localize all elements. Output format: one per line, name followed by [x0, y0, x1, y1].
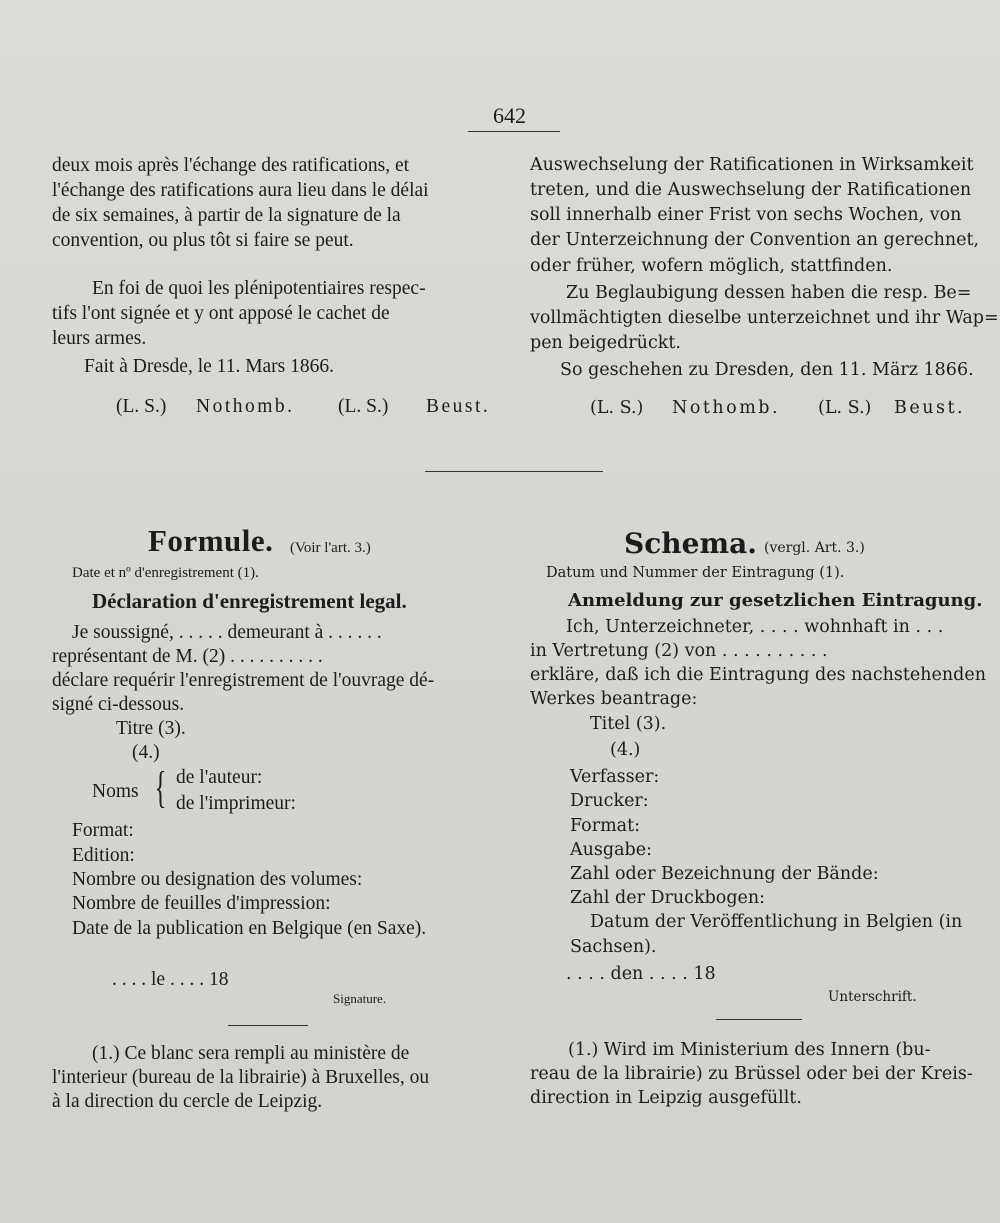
- left-text-line: convention, ou plus tôt si faire se peut.: [52, 230, 354, 251]
- left-signatory: Beust.: [426, 396, 491, 417]
- schema-signature: Unterschrift.: [828, 989, 917, 1005]
- left-signatory: Nothomb.: [196, 396, 295, 417]
- schema-field: Format:: [570, 816, 641, 836]
- form-field: Format:: [72, 820, 134, 841]
- form-line: déclare requérir l'enregistrement de l'ouvrage dé-: [52, 670, 435, 691]
- left-text-line: leurs armes.: [52, 328, 147, 349]
- schema-line: Ich, Unterzeichneter, . . . . wohnhaft in . . .: [566, 617, 944, 637]
- form-field: Edition:: [72, 845, 135, 866]
- right-text-line: soll innerhalb einer Frist von sechs Wochen, von: [530, 205, 962, 225]
- schema-field: Zahl der Druckbogen:: [570, 888, 766, 908]
- left-text-line: tifs l'ont signée et y ont apposé le cachet de: [52, 303, 390, 324]
- right-text-line: oder früher, wofern möglich, stattfinden.: [530, 256, 893, 276]
- schema-line: in Vertretung (2) von . . . . . . . . . .: [530, 641, 828, 661]
- footnote-rule: [228, 1025, 308, 1026]
- left-text-line: deux mois après l'échange des ratifications, et: [52, 155, 410, 176]
- brace-icon: {: [154, 763, 167, 812]
- schema-field: Datum der Veröffentlichung in Belgien (in: [590, 912, 963, 932]
- left-seal: (L. S.): [116, 396, 167, 417]
- schema-footnote-line: direction in Leipzig ausgefüllt.: [530, 1088, 802, 1108]
- schema-line: (4.): [610, 740, 641, 760]
- page-number: 642: [493, 103, 526, 128]
- schema-line: Werkes beantrage:: [530, 689, 698, 709]
- footnote-rule: [716, 1019, 802, 1020]
- schema-date-line: Datum und Nummer der Eintragung (1).: [546, 565, 845, 581]
- right-text-line: der Unterzeichnung der Convention an gerechnet,: [530, 230, 980, 250]
- right-signatory: Nothomb.: [672, 398, 781, 418]
- left-text-line: de six semaines, à partir de la signature de la: [52, 205, 401, 226]
- footnote-line: (1.) Ce blanc sera rempli au ministère de: [92, 1043, 410, 1064]
- schema-ref: (vergl. Art. 3.): [764, 540, 865, 556]
- form-line: signé ci-dessous.: [52, 694, 185, 715]
- schema-date-place: . . . . den . . . . 18: [566, 964, 716, 984]
- form-date-line: Date et nº d'enregistrement (1).: [72, 565, 259, 581]
- header-rule: [468, 131, 560, 132]
- left-date-line: Fait à Dresde, le 11. Mars 1866.: [84, 356, 335, 377]
- section-rule: [425, 471, 603, 472]
- form-signature: Signature.: [333, 991, 387, 1006]
- footnote-line: l'interieur (bureau de la librairie) à Bruxelles, ou: [52, 1067, 430, 1088]
- form-title: Formule.: [148, 523, 274, 558]
- schema-footnote-line: reau de la librairie) zu Brüssel oder bei der Kreis-: [530, 1064, 973, 1084]
- noms-item: de l'auteur:: [176, 767, 263, 788]
- right-text-line: treten, und die Auswechselung der Ratificationen: [530, 180, 972, 200]
- form-line: (4.): [132, 742, 160, 763]
- noms-item: de l'imprimeur:: [176, 793, 296, 814]
- schema-field: Verfasser:: [570, 767, 660, 787]
- right-date-line: So geschehen zu Dresden, den 11. März 1866.: [560, 360, 974, 380]
- left-seal: (L. S.): [338, 396, 389, 417]
- footnote-line: à la direction du cercle de Leipzig.: [52, 1091, 323, 1112]
- schema-title: Schema.: [624, 527, 757, 560]
- schema-field: Zahl oder Bezeichnung der Bände:: [570, 864, 879, 884]
- right-text-line: vollmächtigten dieselbe unterzeichnet und ihr Wap=: [530, 308, 999, 328]
- right-text-line: pen beigedrückt.: [530, 333, 681, 353]
- schema-heading: Anmeldung zur gesetzlichen Eintragung.: [568, 590, 983, 611]
- right-text-line: Auswechselung der Ratificationen in Wirksamkeit: [530, 155, 974, 175]
- form-title-field: Titre (3).: [116, 718, 186, 739]
- form-field: Nombre ou designation des volumes:: [72, 869, 363, 890]
- right-text-line: Zu Beglaubigung dessen haben die resp. Be=: [566, 283, 972, 303]
- right-seal: (L. S.): [590, 398, 644, 418]
- schema-field: Drucker:: [570, 791, 649, 811]
- form-field: Date de la publication en Belgique (en Saxe).: [72, 918, 427, 939]
- right-signatory: Beust.: [894, 398, 966, 418]
- schema-field: Sachsen).: [570, 937, 657, 957]
- form-heading: Déclaration d'enregistrement legal.: [92, 589, 407, 613]
- form-field: Nombre de feuilles d'impression:: [72, 893, 331, 914]
- form-line: représentant de M. (2) . . . . . . . . . .: [52, 646, 323, 667]
- schema-title-field: Titel (3).: [590, 714, 667, 734]
- schema-footnote-line: (1.) Wird im Ministerium des Innern (bu-: [568, 1040, 931, 1060]
- schema-field: Ausgabe:: [570, 840, 652, 860]
- left-text-line: l'échange des ratifications aura lieu dans le délai: [52, 180, 429, 201]
- form-line: Je soussigné, . . . . . demeurant à . . . . . .: [72, 622, 382, 643]
- left-text-line: En foi de quoi les plénipotentiaires respec-: [92, 278, 426, 299]
- right-seal: (L. S.): [818, 398, 872, 418]
- noms-label: Noms: [92, 781, 139, 802]
- schema-line: erkläre, daß ich die Eintragung des nachstehenden: [530, 665, 986, 685]
- form-ref: (Voir l'art. 3.): [290, 540, 371, 556]
- form-date-place: . . . . le . . . . 18: [112, 969, 229, 990]
